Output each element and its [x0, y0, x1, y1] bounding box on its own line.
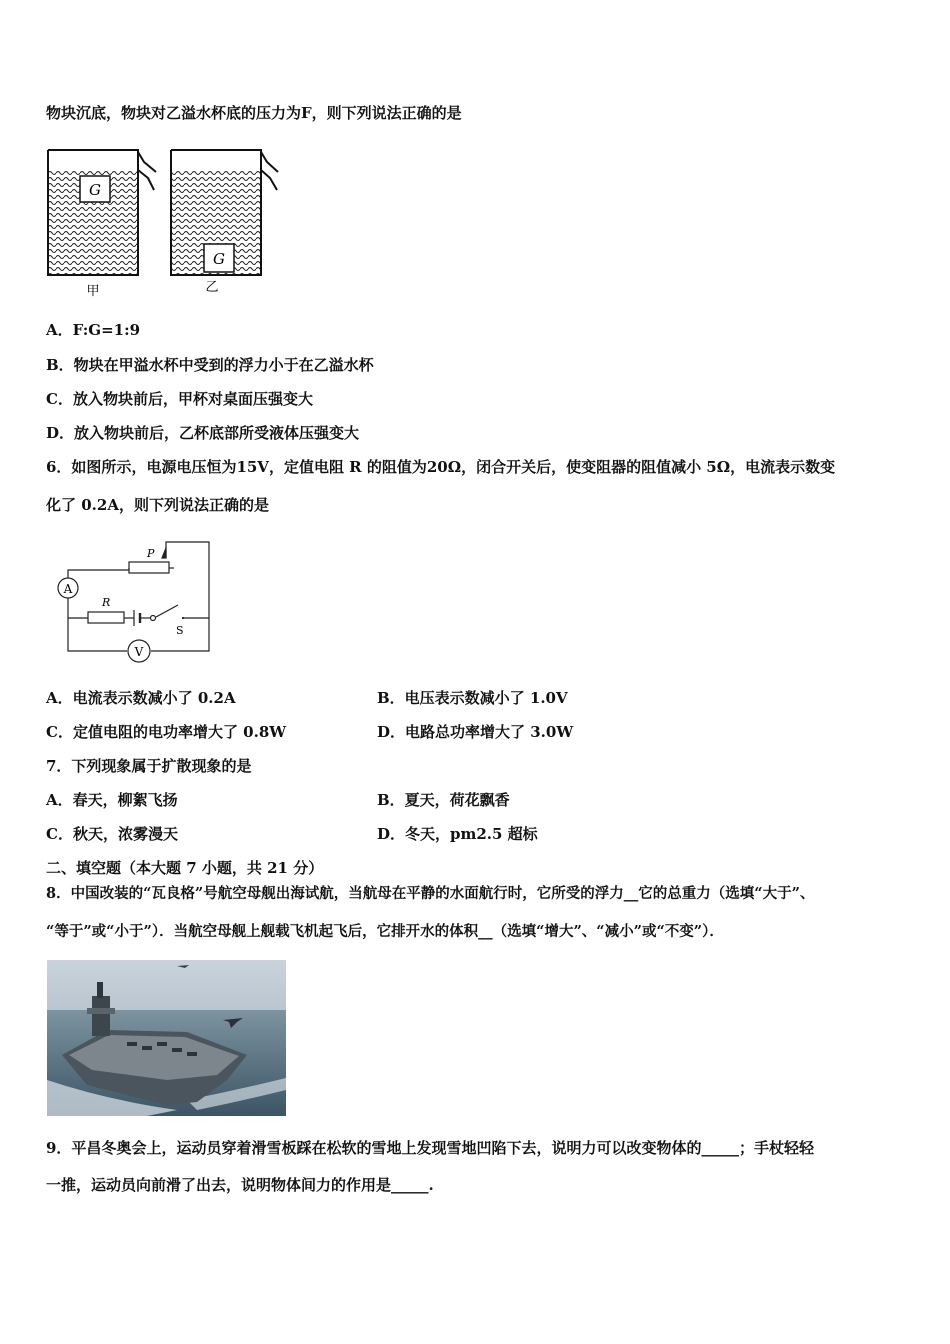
q9-line1: 9．平昌冬奥会上，运动员穿着滑雪板踩在松软的雪地上发现雪地凹陷下去，说明力可以改变物体的_____；手杖轻轻: [46, 1139, 814, 1157]
aircraft-carrier-photo: [47, 960, 286, 1116]
block-label-yi: G: [213, 250, 225, 268]
intro-line: 物块沉底，物块对乙溢水杯底的压力为F，则下列说法正确的是: [46, 104, 462, 122]
caption-yi: 乙: [205, 280, 219, 295]
cup-jia: [48, 150, 156, 299]
q8-line1: 8．中国改装的“瓦良格”号航空母舰出海试航，当航母在平静的水面航行时，它所受的浮力__它的总重力（选填“大于”、: [46, 885, 815, 902]
q6-option-a: A．电流表示数减小了 0.2A: [46, 689, 236, 707]
resistor-label: R: [102, 596, 111, 609]
q5-option-d: D．放入物块前后，乙杯底部所受液体压强变大: [46, 424, 360, 442]
caption-jia: 甲: [86, 284, 100, 299]
q7-option-b: B．夏天，荷花飘香: [377, 791, 510, 809]
q7-option-c: C．秋天，浓雾漫天: [46, 825, 178, 843]
overflow-cups-figure: [40, 140, 290, 300]
cup-yi: [171, 150, 278, 295]
q5-option-a: A．F:G=1:9: [46, 321, 141, 339]
circuit-figure: [52, 538, 217, 666]
ammeter-label: A: [63, 582, 73, 596]
q7-option-a: A．春天，柳絮飞扬: [46, 791, 178, 809]
block-label-jia: G: [89, 181, 101, 199]
q5-option-c: C．放入物块前后，甲杯对桌面压强变大: [46, 390, 313, 408]
switch-label: S: [176, 624, 184, 637]
q6-stem-line1: 6．如图所示，电源电压恒为15V，定值电阻 R 的阻值为20Ω，闭合开关后，使变阻器的阻值减小 5Ω，电流表示数变: [46, 458, 836, 476]
q8-line2: “等于”或“小于”）．当航空母舰上舰载飞机起飞后，它排开水的体积__（选填“增大”、“减小”或“不变”）．: [46, 923, 724, 940]
section-2-heading: 二、填空题（本大题 7 小题，共 21 分）: [46, 859, 324, 877]
q6-option-c: C．定值电阻的电功率增大了 0.8W: [46, 723, 287, 741]
q6-option-d: D．电路总功率增大了 3.0W: [377, 723, 574, 741]
q6-option-b: B．电压表示数减小了 1.0V: [377, 689, 568, 707]
slider-label: P: [147, 547, 155, 560]
q9-line2: 一推，运动员向前滑了出去，说明物体间力的作用是_____.: [46, 1176, 434, 1194]
q7-option-d: D．冬天，pm2.5 超标: [377, 825, 538, 843]
q6-stem-line2: 化了 0.2A，则下列说法正确的是: [46, 496, 269, 514]
q7-stem: 7．下列现象属于扩散现象的是: [46, 757, 252, 775]
voltmeter-label: V: [134, 645, 144, 659]
q5-option-b: B．物块在甲溢水杯中受到的浮力小于在乙溢水杯: [46, 356, 374, 374]
